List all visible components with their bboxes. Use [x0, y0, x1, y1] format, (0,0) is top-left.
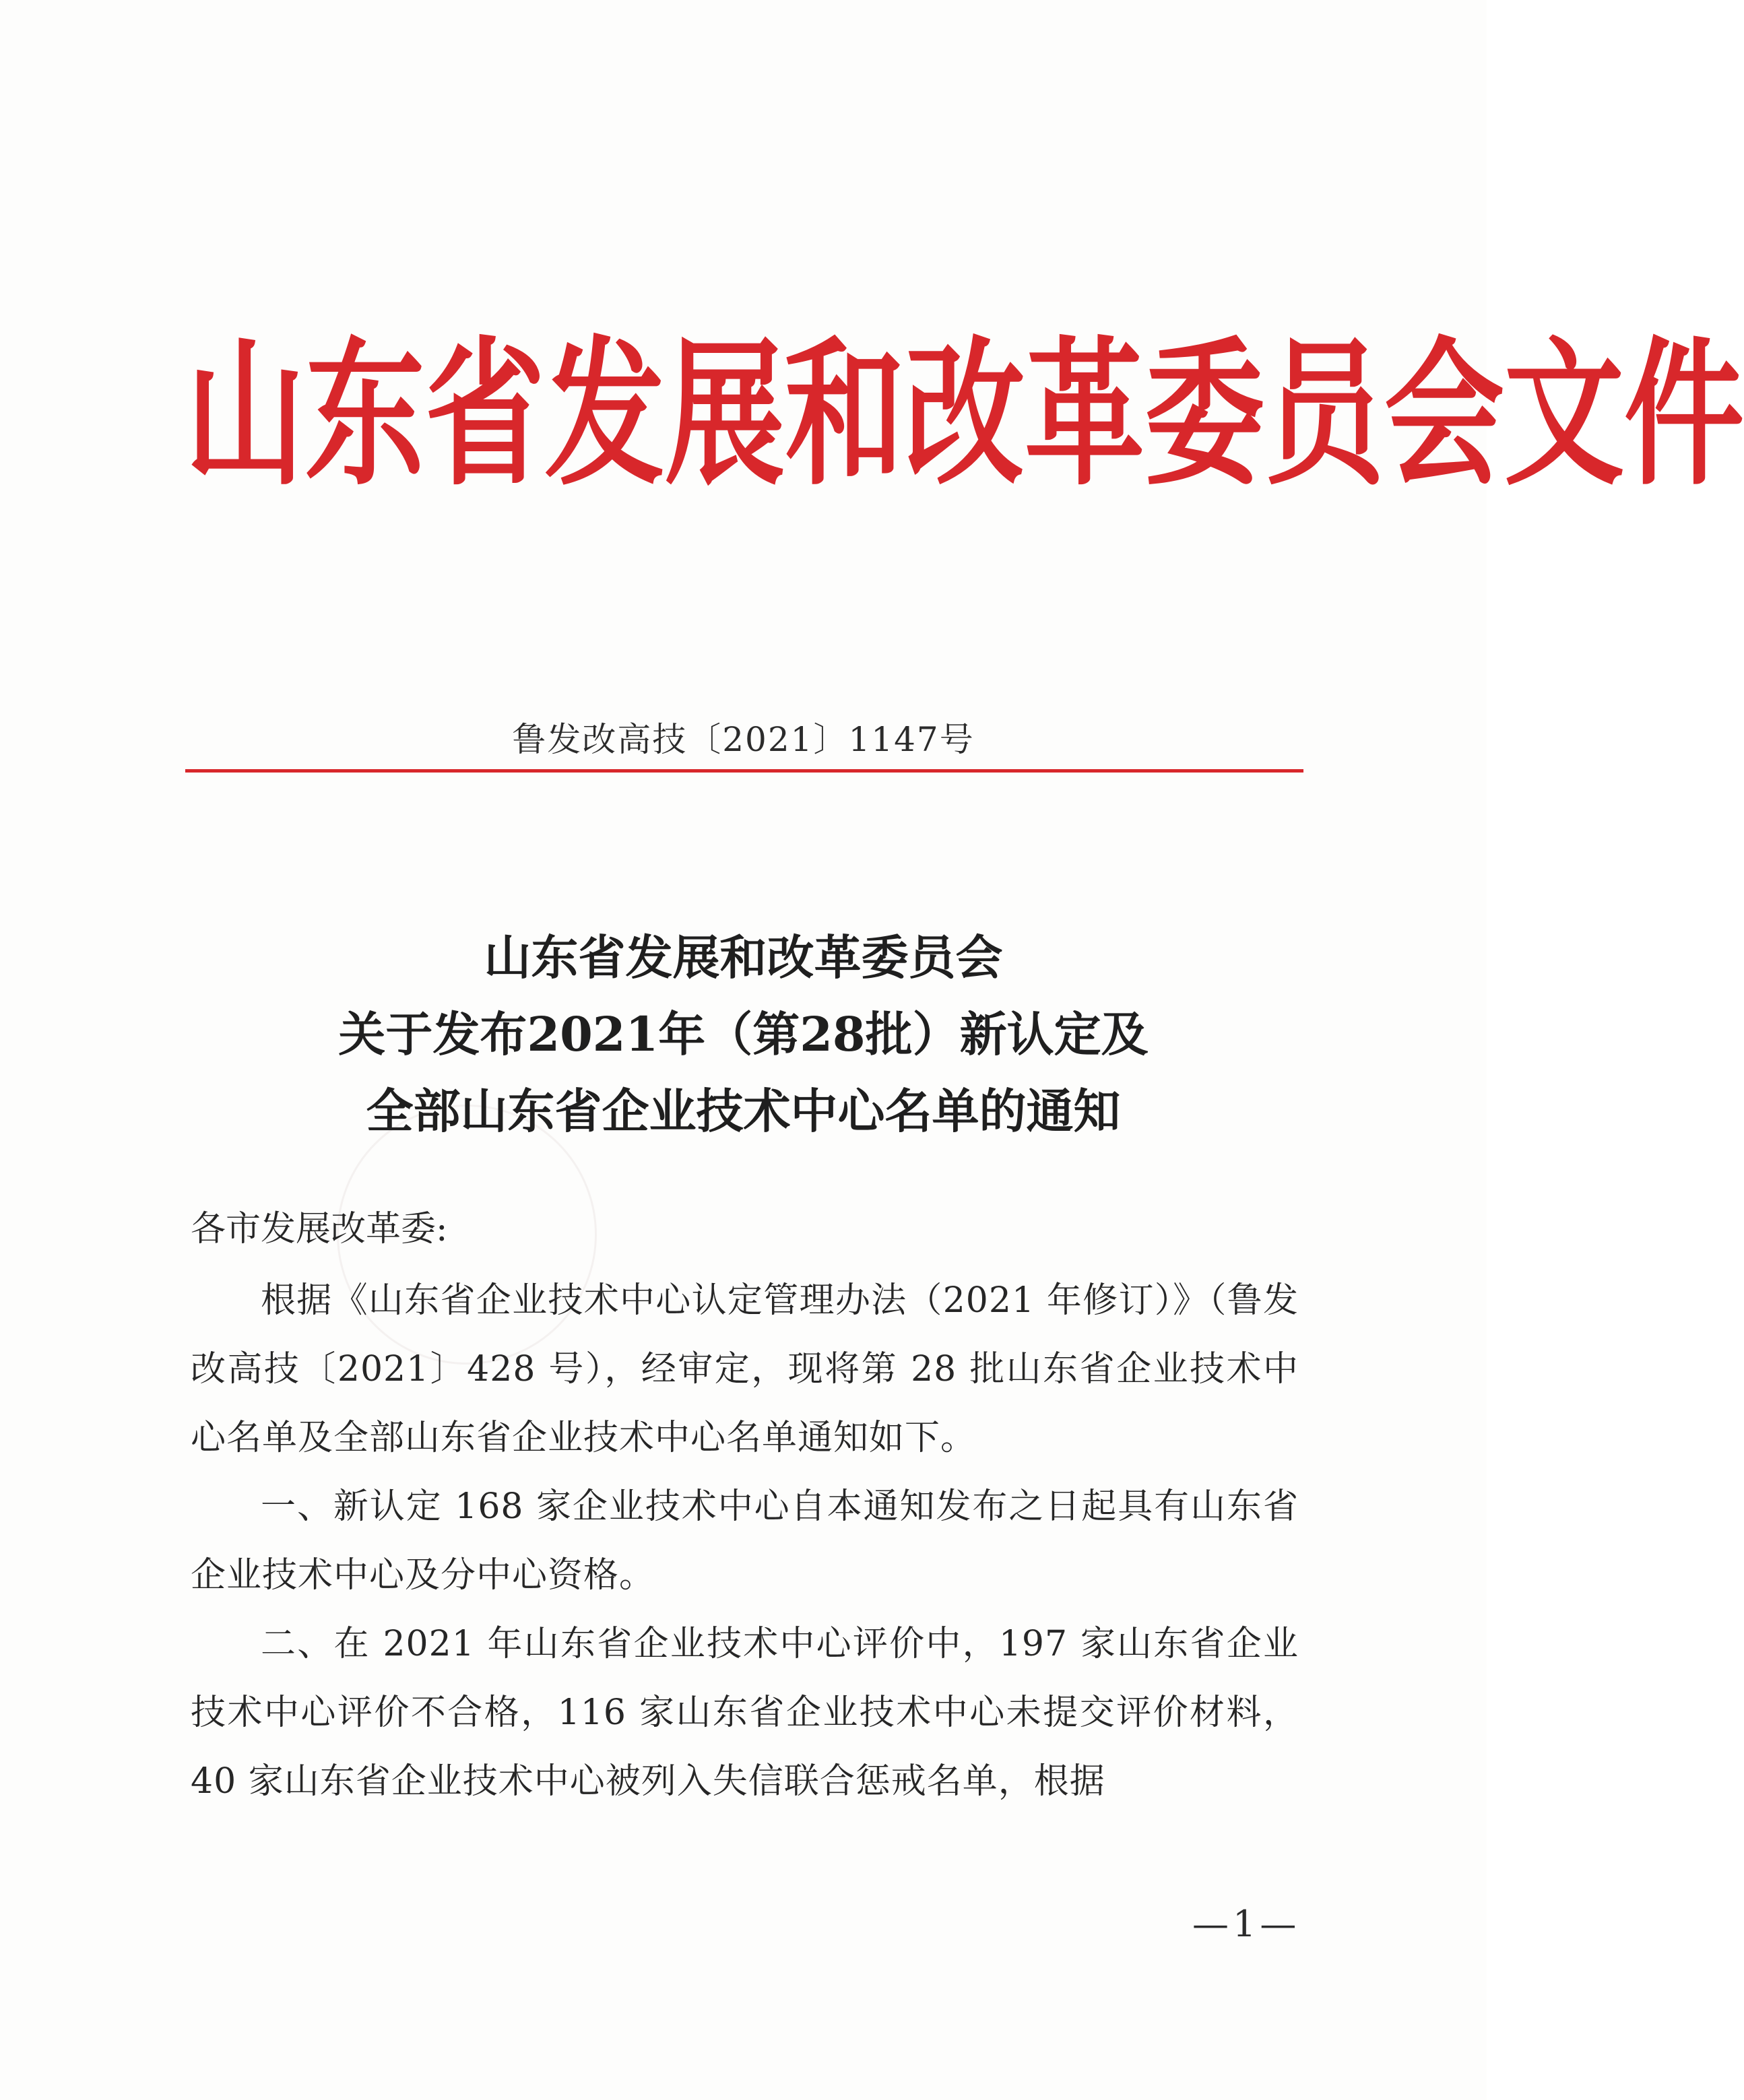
- masthead-char: 东: [305, 321, 425, 507]
- masthead-char: 员: [1264, 321, 1384, 507]
- document-number: 鲁发改高技〔2021〕1147号: [512, 720, 975, 759]
- masthead-char: 件: [1624, 321, 1744, 507]
- masthead-title: [185, 321, 1744, 507]
- masthead-char: 文: [1504, 321, 1624, 507]
- masthead-char: 省: [425, 321, 545, 507]
- title-line-1: 山东省发展和改革委员会: [484, 929, 1003, 985]
- notice-title: [0, 919, 1487, 1150]
- masthead-char: 委: [1144, 321, 1264, 507]
- paragraph: 二、在 2021 年山东省企业技术中心评价中，197 家山东省企业技术中心评价不合格，116 家山东省企业技术中心未提交评价材料，40 家山东省企业技术中心被列入失信联合惩戒名单，根据: [191, 1624, 1299, 1802]
- masthead-char: 展: [665, 321, 785, 507]
- paragraph: 一、新认定 168 家企业技术中心自本通知发布之日起具有山东省企业技术中心及分中心资格。: [191, 1486, 1299, 1596]
- masthead-char: 发: [545, 321, 665, 507]
- masthead-char: 会: [1384, 321, 1504, 507]
- masthead-char: 和: [785, 321, 905, 507]
- title-line-3: 全部山东省企业技术中心名单的通知: [366, 1083, 1121, 1139]
- body-text: [191, 1266, 1299, 1816]
- addressee: 各市发展改革委:: [191, 1209, 448, 1249]
- red-divider-line: [185, 769, 1303, 773]
- masthead-char: 山: [185, 321, 305, 507]
- masthead-char: 革: [1025, 321, 1144, 507]
- paragraph: 根据《山东省企业技术中心认定管理办法（2021 年修订）》（鲁发改高技〔2021〕428 号），经审定，现将第 28 批山东省企业技术中心名单及全部山东省企业技术中心名单通知如下。: [191, 1280, 1299, 1458]
- page-number: —1—: [1192, 1903, 1301, 1945]
- masthead-char: 改: [905, 321, 1025, 507]
- title-line-2: 关于发布2021年（第28批）新认定及: [338, 1006, 1149, 1062]
